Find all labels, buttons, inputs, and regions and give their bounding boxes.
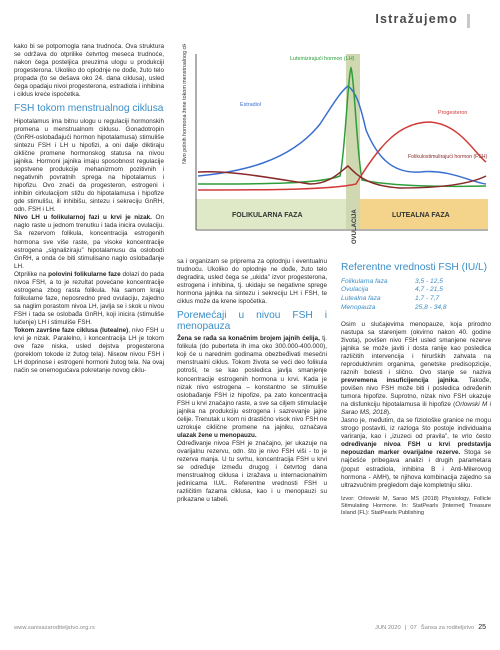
column-1 bbox=[14, 43, 164, 375]
paragraph bbox=[14, 214, 164, 270]
section-heading: FSH tokom menstrualnog ciklusa bbox=[14, 103, 164, 115]
footer-issue-number: 07 bbox=[410, 624, 417, 631]
footer-separator: | bbox=[404, 624, 407, 631]
paragraph bbox=[341, 417, 491, 489]
text: , nivo FSH u krvi je nizak. Paralelno, i koncentracija LH je tokom ove faze niska, usled dejstva progesterona (poreklom tokode iz žutog tela). Nisком nivou FSH i LH doprinose i estrogeni hormoni žutog tela. Na ovaj način se onemogućava pokretanje novog ciklu- bbox=[14, 327, 164, 375]
table-value: 1,7 - 7,7 bbox=[415, 295, 440, 303]
section-heading: Referentne vrednosti FSH (IU/L) bbox=[341, 262, 488, 273]
reference-values-table bbox=[341, 278, 491, 313]
footer-right bbox=[375, 624, 486, 631]
table-row bbox=[341, 295, 491, 304]
text: tj. folikula (do puberteta ih ima oko 300.000-400.000), koji će u narednim godinama obezbeđivati mesečni menstrualni ciklus. Tokom života se veći deo folikula potroši, te se kao posledica javlja smanjenje koncentracije estrogenih hormona u krvi. Kada je nizak nivo estrogena – konstantno se stimuliše oslobađanje FSH iz hipofize, pa zato koncentracija FSH u krvi značajno raste, a sve sa ciljem stimulacije jajnika na produkciju estrogena i sazrevanje jajne ćelije. Trenutak u kom ni drastično visok nivo FSH ne uzrokuje ciklične promene na jajniku, označava bbox=[177, 335, 327, 431]
bold-text: određivanje nivoa FSH u krvi predstavlja nepouzdan marker ovarijalne rezerve. bbox=[341, 441, 491, 457]
bold-text: Nivo LH u folikularnoj fazi u krvi je nizak. bbox=[14, 214, 152, 222]
text: Osim u slučajevima menopauze, koja prirodno nastupa sa starenjem (okvirno nakon 40. godine života), povišen nivo FSH usled smanjene rezerve jajnika se može javiti i dosta ranije kao posledica različitih intervencija i hirurških zahvata na reproduktivnim organima, genetske predisopzicije, raznih bolesti i slično. Ovo stanje se naziva bbox=[341, 320, 491, 376]
text: ). bbox=[386, 409, 391, 417]
ovulation-label: OVULACIJA bbox=[352, 209, 358, 244]
text: Jasno je, međutim, da se fiziološke granice ne mogu strogo postaviti, iz razloga što postoje individualna variranja, kao i „izuzeci od pravila”, te vrlo često bbox=[341, 417, 491, 441]
hormone-chart-svg bbox=[180, 44, 495, 252]
column-3 bbox=[341, 258, 491, 518]
y-axis-label: Nivo polnih hormona žene tokom menstrualnog ciklusa bbox=[182, 44, 188, 164]
page-number: 25 bbox=[478, 624, 486, 631]
table-label: Ovulacija bbox=[341, 286, 369, 294]
column-2 bbox=[177, 258, 327, 504]
estradiol-label: Estradiol bbox=[240, 102, 261, 108]
table-value: 25,8 - 34,8 bbox=[415, 303, 447, 311]
table-row bbox=[341, 286, 491, 295]
footer-issue: JUN 2020 bbox=[374, 624, 401, 631]
text: . Takođe, povišen nivo FSH može biti i posledica određenih tumora hipofize. Suprotno, nizak nivo FSH ukazuje na disfunkciju hipotalamusa ili hipofize ( bbox=[341, 377, 491, 409]
text: dolazi do pada nivoa FSH, a to je rezultat povećane koncentracije estrogena zbog rasta folikula. Na samom kraju folikularne faze, neposredno pred ovulaciju, zajedno sa naglim porastom nivoa LH, javlja se i skok u nivou FSH i tada se oslobađa GnRH, koji inicira (stimuliše lučenje) LH i stimuliše FSH. bbox=[14, 270, 165, 326]
bold-text: ulazak žene u menopauzu. bbox=[177, 431, 257, 439]
lh-label: Luteinizirajući hormon (LH) bbox=[290, 56, 355, 62]
source-reference: Izvor: Orlowski M, Sarao MS (2018) Physiology, Follicle Stimulating Hormone. In: StatPearls [Internet] Treasure Island (FL): StatPearls Publishing bbox=[341, 495, 491, 517]
hormone-cycle-figure bbox=[180, 44, 495, 252]
footer-url: www.sanisazaroditeljstvo.org.rs bbox=[14, 625, 95, 631]
text: Otprilike na bbox=[14, 270, 49, 278]
section-title: Istražujemo bbox=[375, 12, 458, 26]
table-row bbox=[341, 304, 491, 313]
footer-magazine: Šansa za roditeljstvo bbox=[420, 624, 475, 631]
bold-text: prevremena insuficijencija jajnika bbox=[341, 377, 458, 385]
paragraph: Određivanje nivoa FSH je značajno, jer ukazuje na ovarijalnu rezervu, odn. što je nivo FSH viši - to je rezerva manja. U tu svrhu, koncentracija FSH u krvi se određuje između drugog i četvrtog dana menstrualnog ciklusa i izražava u internacionalnim jedinicama IU/L. Referentne vrednosti FSH u različitim fazama ciklusa, kao i u menopauzi su prikazane u tabeli. bbox=[177, 439, 327, 504]
paragraph: sa i organizam se priprema za oplodnju i eventualnu trudnoću. Ukoliko do oplodnje ne dođe, žuto telo degradira, usled čega se „ukida” izvor progesterona, estrogena i inhibina, tj. ukidaju se negativne sprege hormona jajnika na sintezu i sekreciju LH i FSH, te ciklus može da krene ispočetka. bbox=[177, 258, 327, 306]
table-label: Folikularna faza bbox=[341, 277, 388, 285]
italic-citation: Orlowski M i Sarao MS, 2018 bbox=[341, 401, 491, 417]
fsh-label: Folikulostimulirajući hormon (FSH) bbox=[408, 154, 488, 160]
table-value: 4,7 - 21,5 bbox=[415, 286, 443, 294]
paragraph bbox=[14, 327, 164, 375]
follicular-phase-label: FOLIKULARNA FAZA bbox=[232, 212, 303, 219]
paragraph bbox=[177, 335, 327, 440]
bold-text: polovini folikularne faze bbox=[48, 270, 121, 278]
header-accent bbox=[467, 14, 470, 28]
luteal-phase-label: LUTEALNA FAZA bbox=[392, 212, 450, 219]
table-value: 3,5 - 12,5 bbox=[415, 277, 443, 285]
table-row bbox=[341, 278, 491, 287]
table-label: Lutealna faza bbox=[341, 295, 381, 303]
page-header bbox=[0, 0, 500, 44]
page-footer bbox=[0, 617, 500, 635]
text: Stoga se najčešće pribegava analizi i drugih parametara (poput estradiola, inhibina B i Anti-Milerovog hormona - AMH), te njihova kombinacija zajedno sa ultrazvučnim pregledom daje kompletniju sliku. bbox=[341, 449, 491, 489]
bold-text: Tokom završne faze ciklusa (lutealne) bbox=[14, 327, 129, 335]
paragraph bbox=[14, 271, 164, 327]
paragraph bbox=[341, 321, 491, 418]
text: On naglo raste u jednom trenutku i tada inicira ovulaciju. Sa rezervom folikula, koncentracija estrogenih hormona sve više raste, pa visoke koncentracije estrogena „signaliziraju” hipotalamusu da oslobodi GnRH, a onda će biti stimulisano naglo oslobađanje LH. bbox=[14, 214, 164, 270]
section-heading: Porемećaji u nivou FSH i menopauza bbox=[177, 310, 327, 332]
bold-text: Žena se rađa sa konačnim brojem jajnih ćelija, bbox=[177, 335, 320, 343]
paragraph: kako bi se potpomogla rana trudnoća. Ova struktura se održava do otprilike četvrtog meseca trudnoće, nakon čega posteljica preuzima ulogu u produkciji progesterona. Ukoliko do oplodnje ne dođe, žuto telo propada (to se dešava oko 24. dana ciklusa), usled čega opadaju nivoi progesterona, estradiola i inhibina i ciklus kreće ispočetka. bbox=[14, 43, 164, 99]
paragraph: Hipotalamus ima bitnu ulogu u regulaciji hormonskih promena u menstrualnom ciklusu. Gonadotropin (GnRH-oslobađajući hormon hipotalamusa) stimuliše sintezu FSH i LH u hipofizi, a oni dalje diktiraju ciklične promene hormonskog statusa na nivou jajnika. Hormoni jajnika imaju sposobnost regulacije sopstvene produkcije mehanizmom pozitivnih i negativnih povratnih sprega na hipotalamus i hipofizu. Ovo znači da progesteron, estrogeni i inhibin cirkulacijom stižu do hipotalamusa i hipofize gde stimulišu, ili inhibišu, sintezu i sekreciju GnRH, odn. FSH i LH. bbox=[14, 117, 164, 214]
table-label: Menopauza bbox=[341, 303, 376, 311]
progesteron-label: Progesteron bbox=[438, 110, 468, 116]
